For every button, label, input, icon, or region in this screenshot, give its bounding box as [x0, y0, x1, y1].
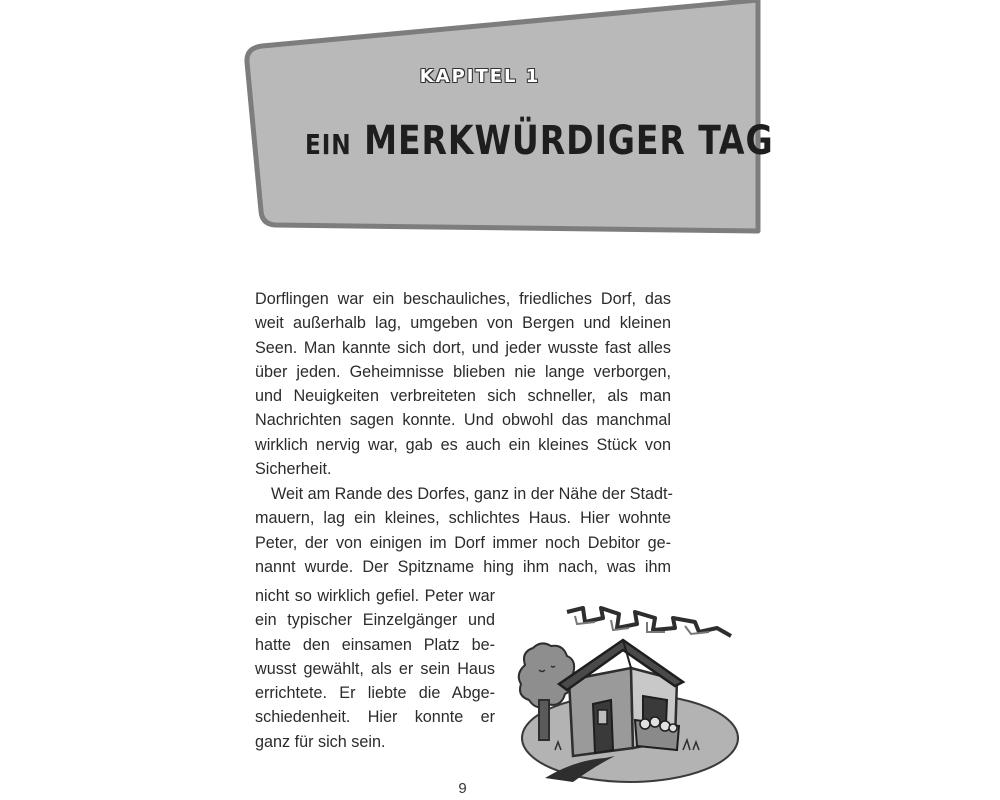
text-line: hatte den einsamen Platz be-: [255, 635, 495, 654]
chapter-label: KAPITEL 1: [419, 66, 541, 87]
chapter-title-main: MERKWÜRDIGER TAG: [364, 118, 774, 164]
text-line: Nachrichten sagen konnte. Und obwohl das manchmal: [255, 411, 671, 430]
text-line: wusst gewählt, als er sein Haus: [255, 659, 495, 678]
text-line: nannt wurde. Der Spitzname hing ihm nach, was ihm: [255, 557, 671, 576]
text-line: Dorflingen war ein beschauliches, friedliches Dorf, das: [255, 290, 671, 308]
text-line: und Neuigkeiten verbreiteten sich schneller, als man: [255, 387, 671, 406]
chapter-title: [305, 118, 774, 164]
paragraph-2: [255, 482, 671, 579]
text-line: weit außerhalb lag, umgeben von Bergen und kleinen: [255, 314, 671, 333]
bush: [519, 643, 574, 707]
text-line: wirklich nervig war, gab es auch ein kleines Stück von: [255, 435, 671, 454]
text-line: mauern, lag ein kleines, schlichtes Haus. Hier wohnte: [255, 509, 671, 528]
text-line: Sicherheit.: [255, 460, 332, 479]
text-line: Peter, der von einigen im Dorf immer noch Debitor ge-: [255, 533, 671, 552]
house-door: [593, 700, 613, 753]
paragraph-1: [255, 287, 671, 481]
paragraph-2-wrapped: [255, 584, 495, 754]
page-number: 9: [458, 780, 467, 797]
text-line: ganz für sich sein.: [255, 732, 386, 751]
text-line: errichtete. Er liebte die Abge-: [255, 684, 495, 703]
text-line: über jeden. Geheimnisse blieben nie lange verborgen,: [255, 362, 671, 381]
text-line: Weit am Rande des Dorfes, ganz in der Nähe der Stadt-: [271, 485, 673, 503]
chapter-title-prefix: EIN: [305, 128, 352, 161]
house-illustration: [515, 600, 740, 790]
text-line: Seen. Man kannte sich dort, und jeder wusste fast alles: [255, 338, 671, 357]
text-line: nicht so wirklich gefiel. Peter war: [255, 587, 495, 605]
text-line: ein typischer Einzelgänger und: [255, 611, 495, 630]
text-line: schiedenheit. Hier konnte er: [255, 708, 495, 727]
